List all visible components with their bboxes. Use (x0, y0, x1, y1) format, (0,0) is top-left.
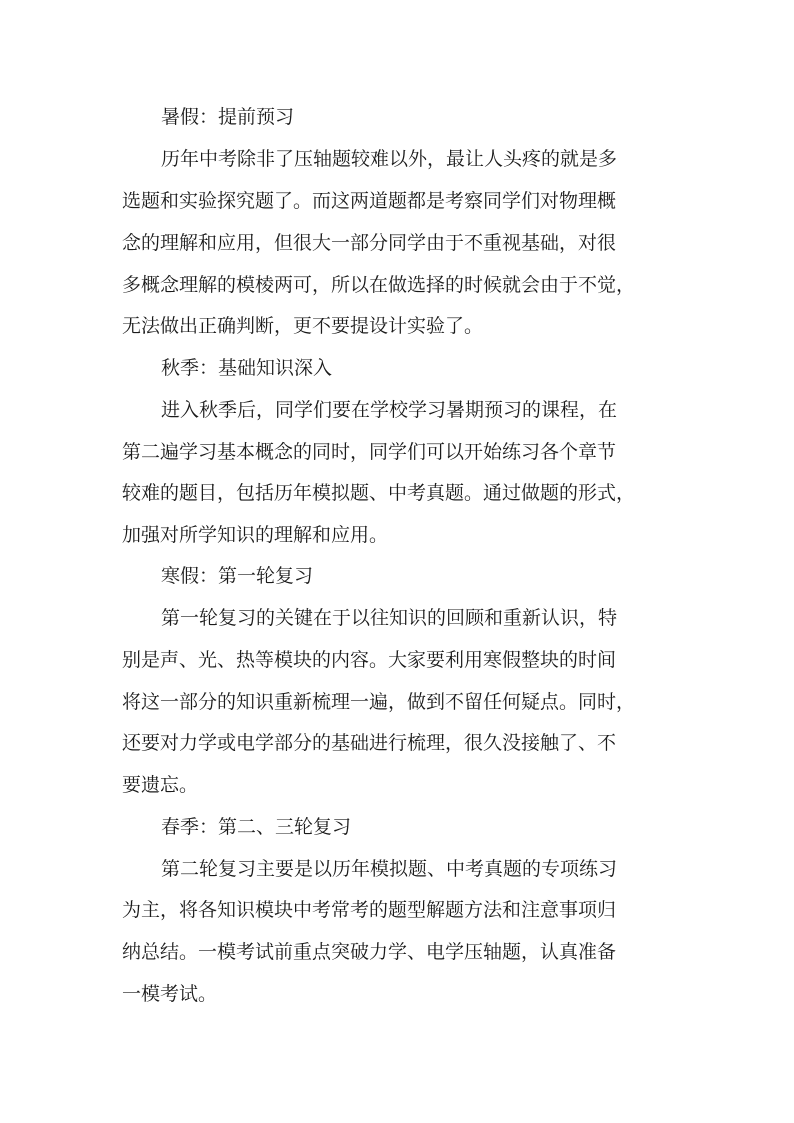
paragraph-line: 选题和实验探究题了。而这两道题都是考察同学们对物理概 (122, 190, 617, 212)
paragraph-line: 无法做出正确判断，更不要提设计实验了。 (122, 315, 484, 337)
section-heading-spring: 春季：第二、三轮复习 (161, 816, 352, 838)
paragraph-line: 较难的题目，包括历年模拟题、中考真题。通过做题的形式， (122, 482, 636, 504)
paragraph-line: 别是声、光、热等模块的内容。大家要利用寒假整块的时间 (122, 649, 617, 671)
section-heading-summer: 暑假：提前预习 (161, 106, 295, 128)
paragraph-line: 第二遍学习基本概念的同时，同学们可以开始练习各个章节 (122, 441, 617, 463)
paragraph-line: 第二轮复习主要是以历年模拟题、中考真题的专项练习 (161, 858, 618, 880)
paragraph-line: 进入秋季后，同学们要在学校学习暑期预习的课程，在 (161, 399, 618, 421)
paragraph-line: 为主，将各知识模块中考常考的题型解题方法和注意事项归 (122, 899, 617, 921)
paragraph-line: 第一轮复习的关键在于以往知识的回顾和重新认识，特 (161, 607, 618, 629)
paragraph-line: 纳总结。一模考试前重点突破力学、电学压轴题，认真准备 (122, 941, 617, 963)
paragraph-line: 多概念理解的模棱两可，所以在做选择的时候就会由于不觉， (122, 274, 636, 296)
paragraph-line: 念的理解和应用，但很大一部分同学由于不重视基础，对很 (122, 232, 617, 254)
paragraph-line: 将这一部分的知识重新梳理一遍，做到不留任何疑点。同时， (122, 691, 636, 713)
paragraph-line: 要遗忘。 (122, 774, 199, 796)
paragraph-line: 还要对力学或电学部分的基础进行梳理，很久没接触了、不 (122, 732, 617, 754)
section-heading-winter: 寒假：第一轮复习 (161, 565, 314, 587)
paragraph-line: 加强对所学知识的理解和应用。 (122, 524, 389, 546)
section-heading-autumn: 秋季：基础知识深入 (161, 357, 333, 379)
paragraph-line: 历年中考除非了压轴题较难以外，最让人头疼的就是多 (161, 148, 618, 170)
paragraph-line: 一模考试。 (122, 983, 218, 1005)
